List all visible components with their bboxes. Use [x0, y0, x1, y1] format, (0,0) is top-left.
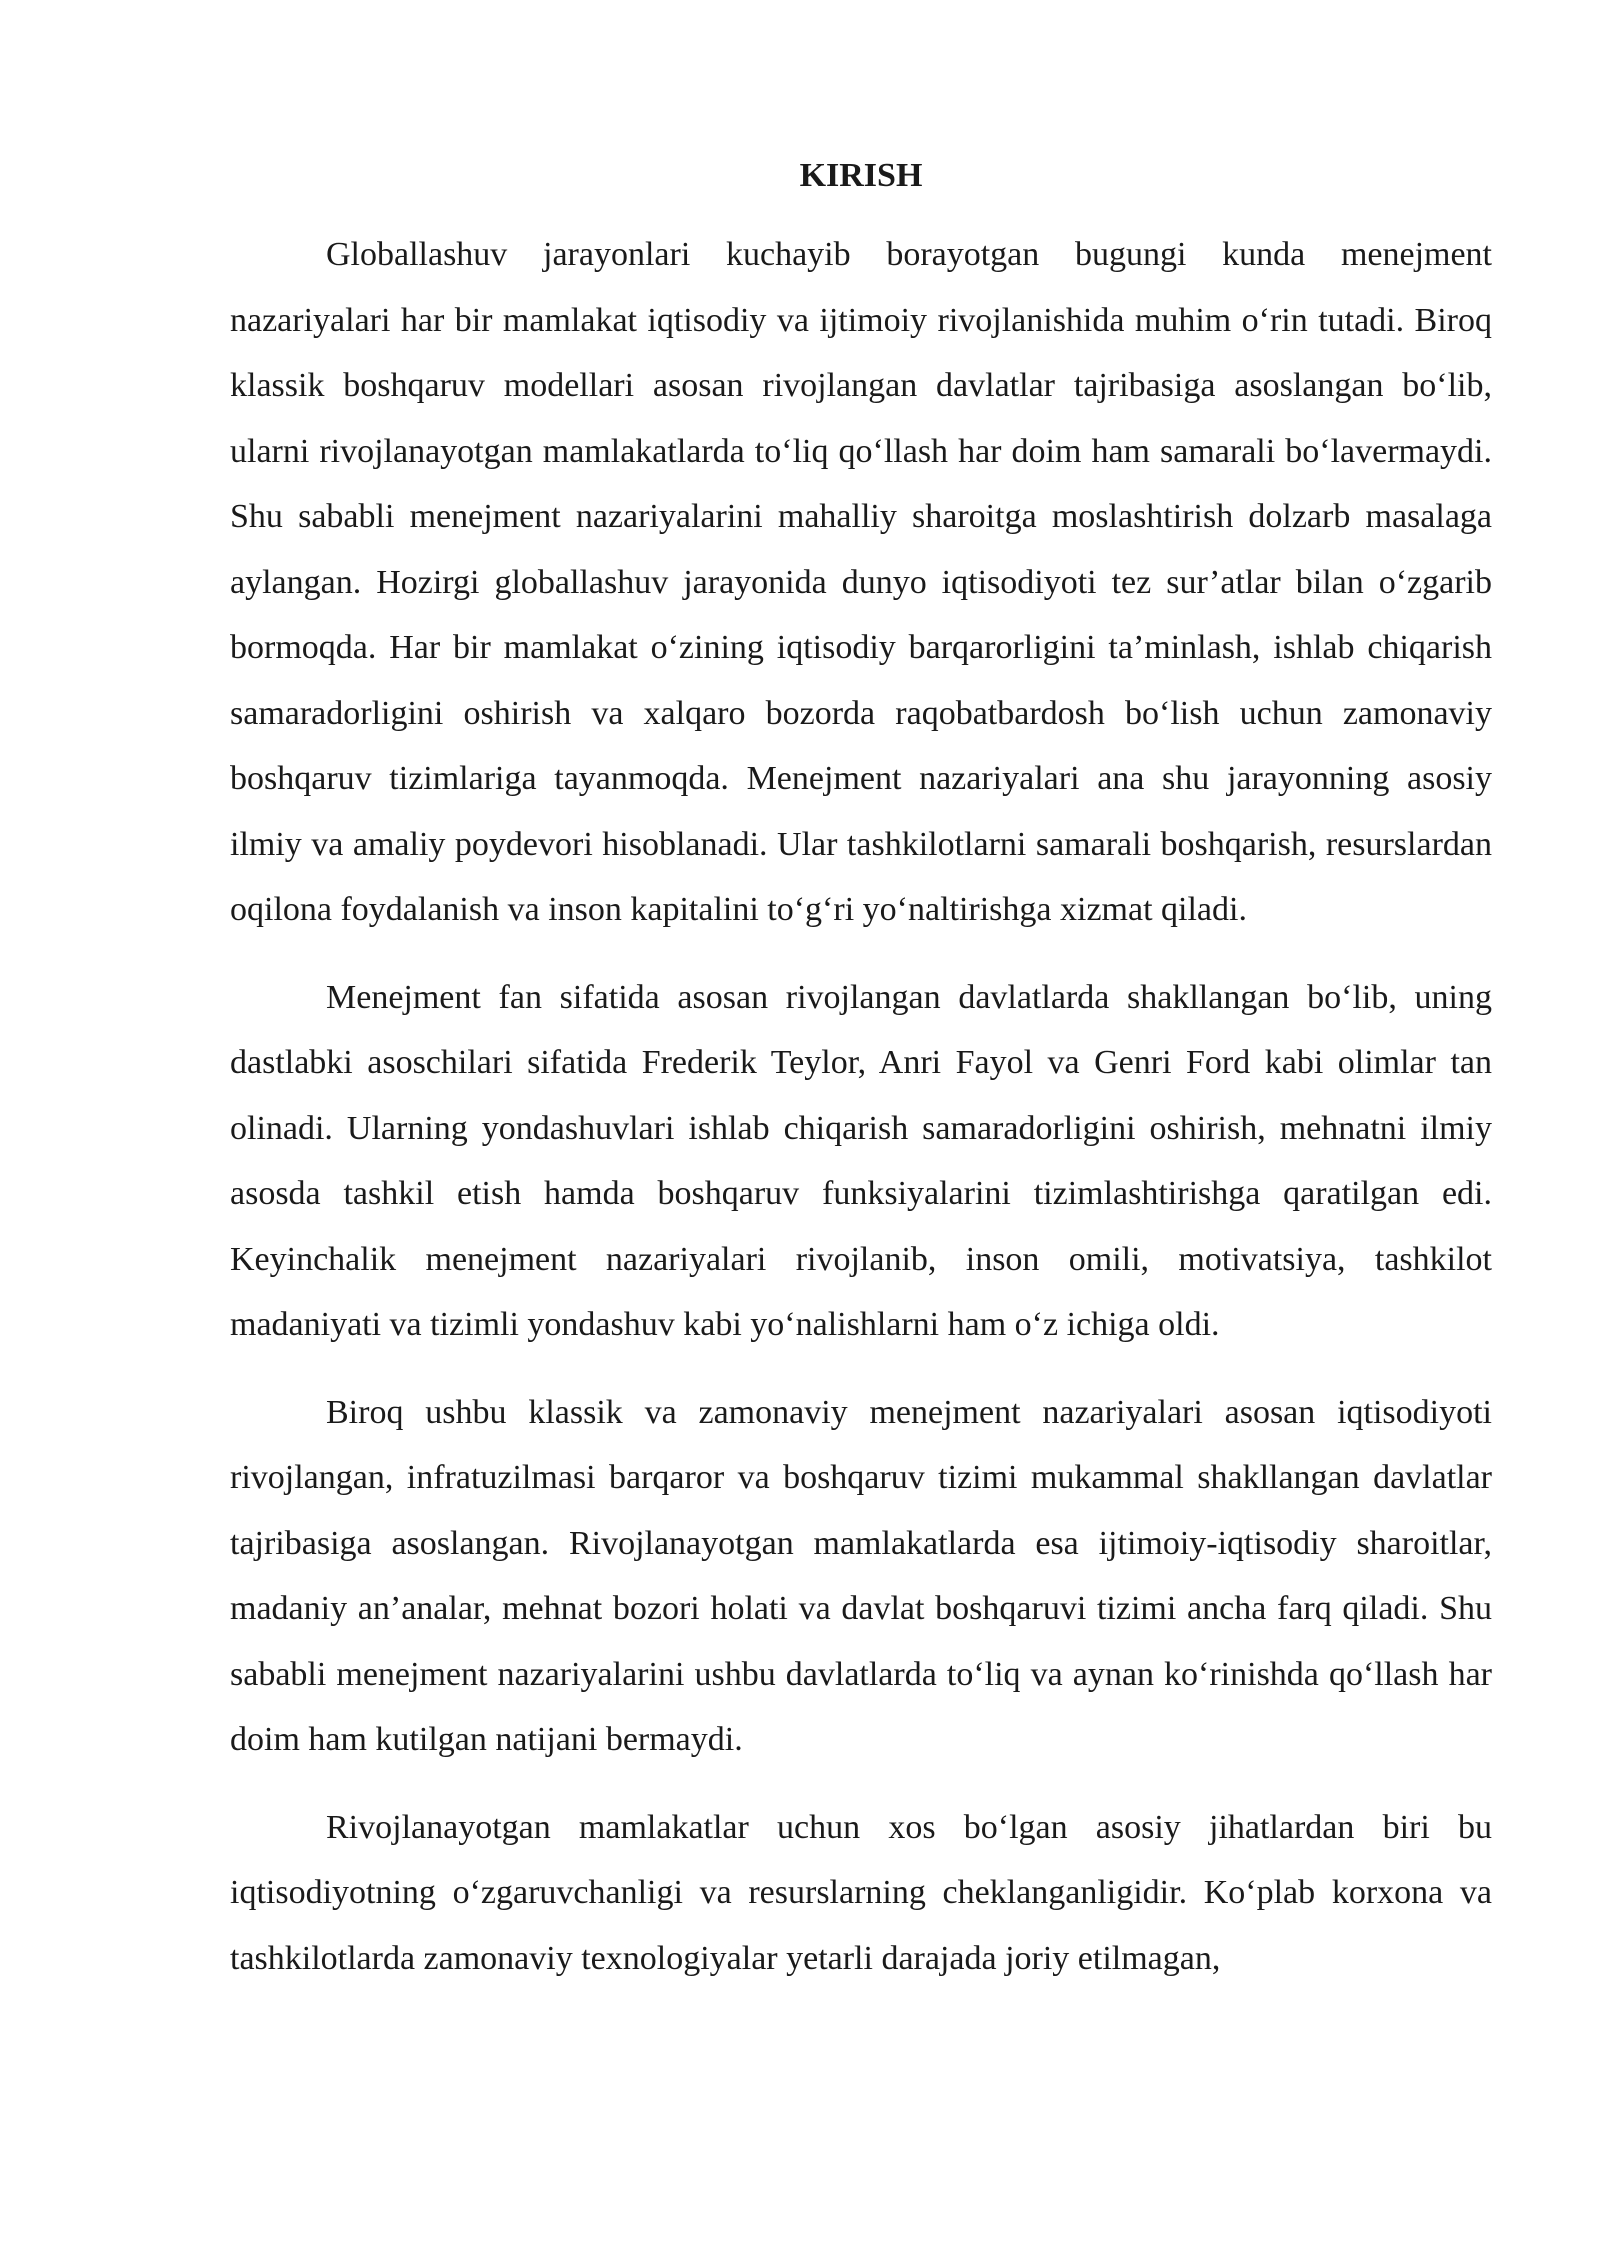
page-title: KIRISH [799, 157, 923, 194]
paragraph-3: Biroq ushbu klassik va zamonaviy menejment nazariyalari asosan iqtisodiyoti rivojlangan, infratuzilmasi barqaror va boshqaruv tizimi mukammal shakllangan davlatlar tajribasiga asoslangan. Rivojlanayotgan mamlakatlarda esa ijtimoiy-iqtisodiy sharoitlar, madaniy an’analar, mehnat bozori holati va davlat boshqaruvi tizimi ancha farq qiladi. Shu sababli menejment nazariyalarini ushbu davlatlarda to‘liq va aynan ko‘rinishda qo‘llash har doim ham kutilgan natijani bermaydi. [230, 1393, 1492, 1758]
paragraph-2: Menejment fan sifatida asosan rivojlangan davlatlarda shakllangan bo‘lib, uning dastlabki asoschilari sifatida Frederik Teylor, Anri Fayol va Genri Ford kabi olimlar tan olinadi. Ularning yondashuvlari ishlab chiqarish samaradorligini oshirish, mehnatni ilmiy asosda tashkil etish hamda boshqaruv funksiyalarini tizimlashtirishga qaratilgan edi. Keyinchalik menejment nazariyalari rivojlanib, inson omili, motivatsiya, tashkilot madaniyati va tizimli yondashuv kabi yo‘nalishlarni ham o‘z ichiga oldi. [230, 978, 1492, 1343]
document-page [230, 150, 1492, 2013]
paragraph-1: Globallashuv jarayonlari kuchayib borayotgan bugungi kunda menejment nazariyalari har bir mamlakat iqtisodiy va ijtimoiy rivojlanishida muhim o‘rin tutadi. Biroq klassik boshqaruv modellari asosan rivojlangan davlatlar tajribasiga asoslangan bo‘lib, ularni rivojlanayotgan mamlakatlarda to‘liq qo‘llash har doim ham samarali bo‘lavermaydi. Shu sababli menejment nazariyalarini mahalliy sharoitga moslashtirish dolzarb masalaga aylangan. Hozirgi globallashuv jarayonida dunyo iqtisodiyoti tez sur’atlar bilan o‘zgarib bormoqda. Har bir mamlakat o‘zining iqtisodiy barqarorligini ta’minlash, ishlab chiqarish samaradorligini oshirish va xalqaro bozorda raqobatbardosh bo‘lish uchun zamonaviy boshqaruv tizimlariga tayanmoqda. Menejment nazariyalari ana shu jarayonning asosiy ilmiy va amaliy poydevori hisoblanadi. Ular tashkilotlarni samarali boshqarish, resurslardan oqilona foydalanish va inson kapitalini to‘g‘ri yo‘naltirishga xizmat qiladi. [230, 236, 1492, 928]
paragraph-4: Rivojlanayotgan mamlakatlar uchun xos bo‘lgan asosiy jihatlardan biri bu iqtisodiyotning o‘zgaruvchanligi va resurslarning cheklanganligidir. Ko‘plab korxona va tashkilotlarda zamonaviy texnologiyalar yetarli darajada joriy etilmagan, [230, 1808, 1492, 1977]
